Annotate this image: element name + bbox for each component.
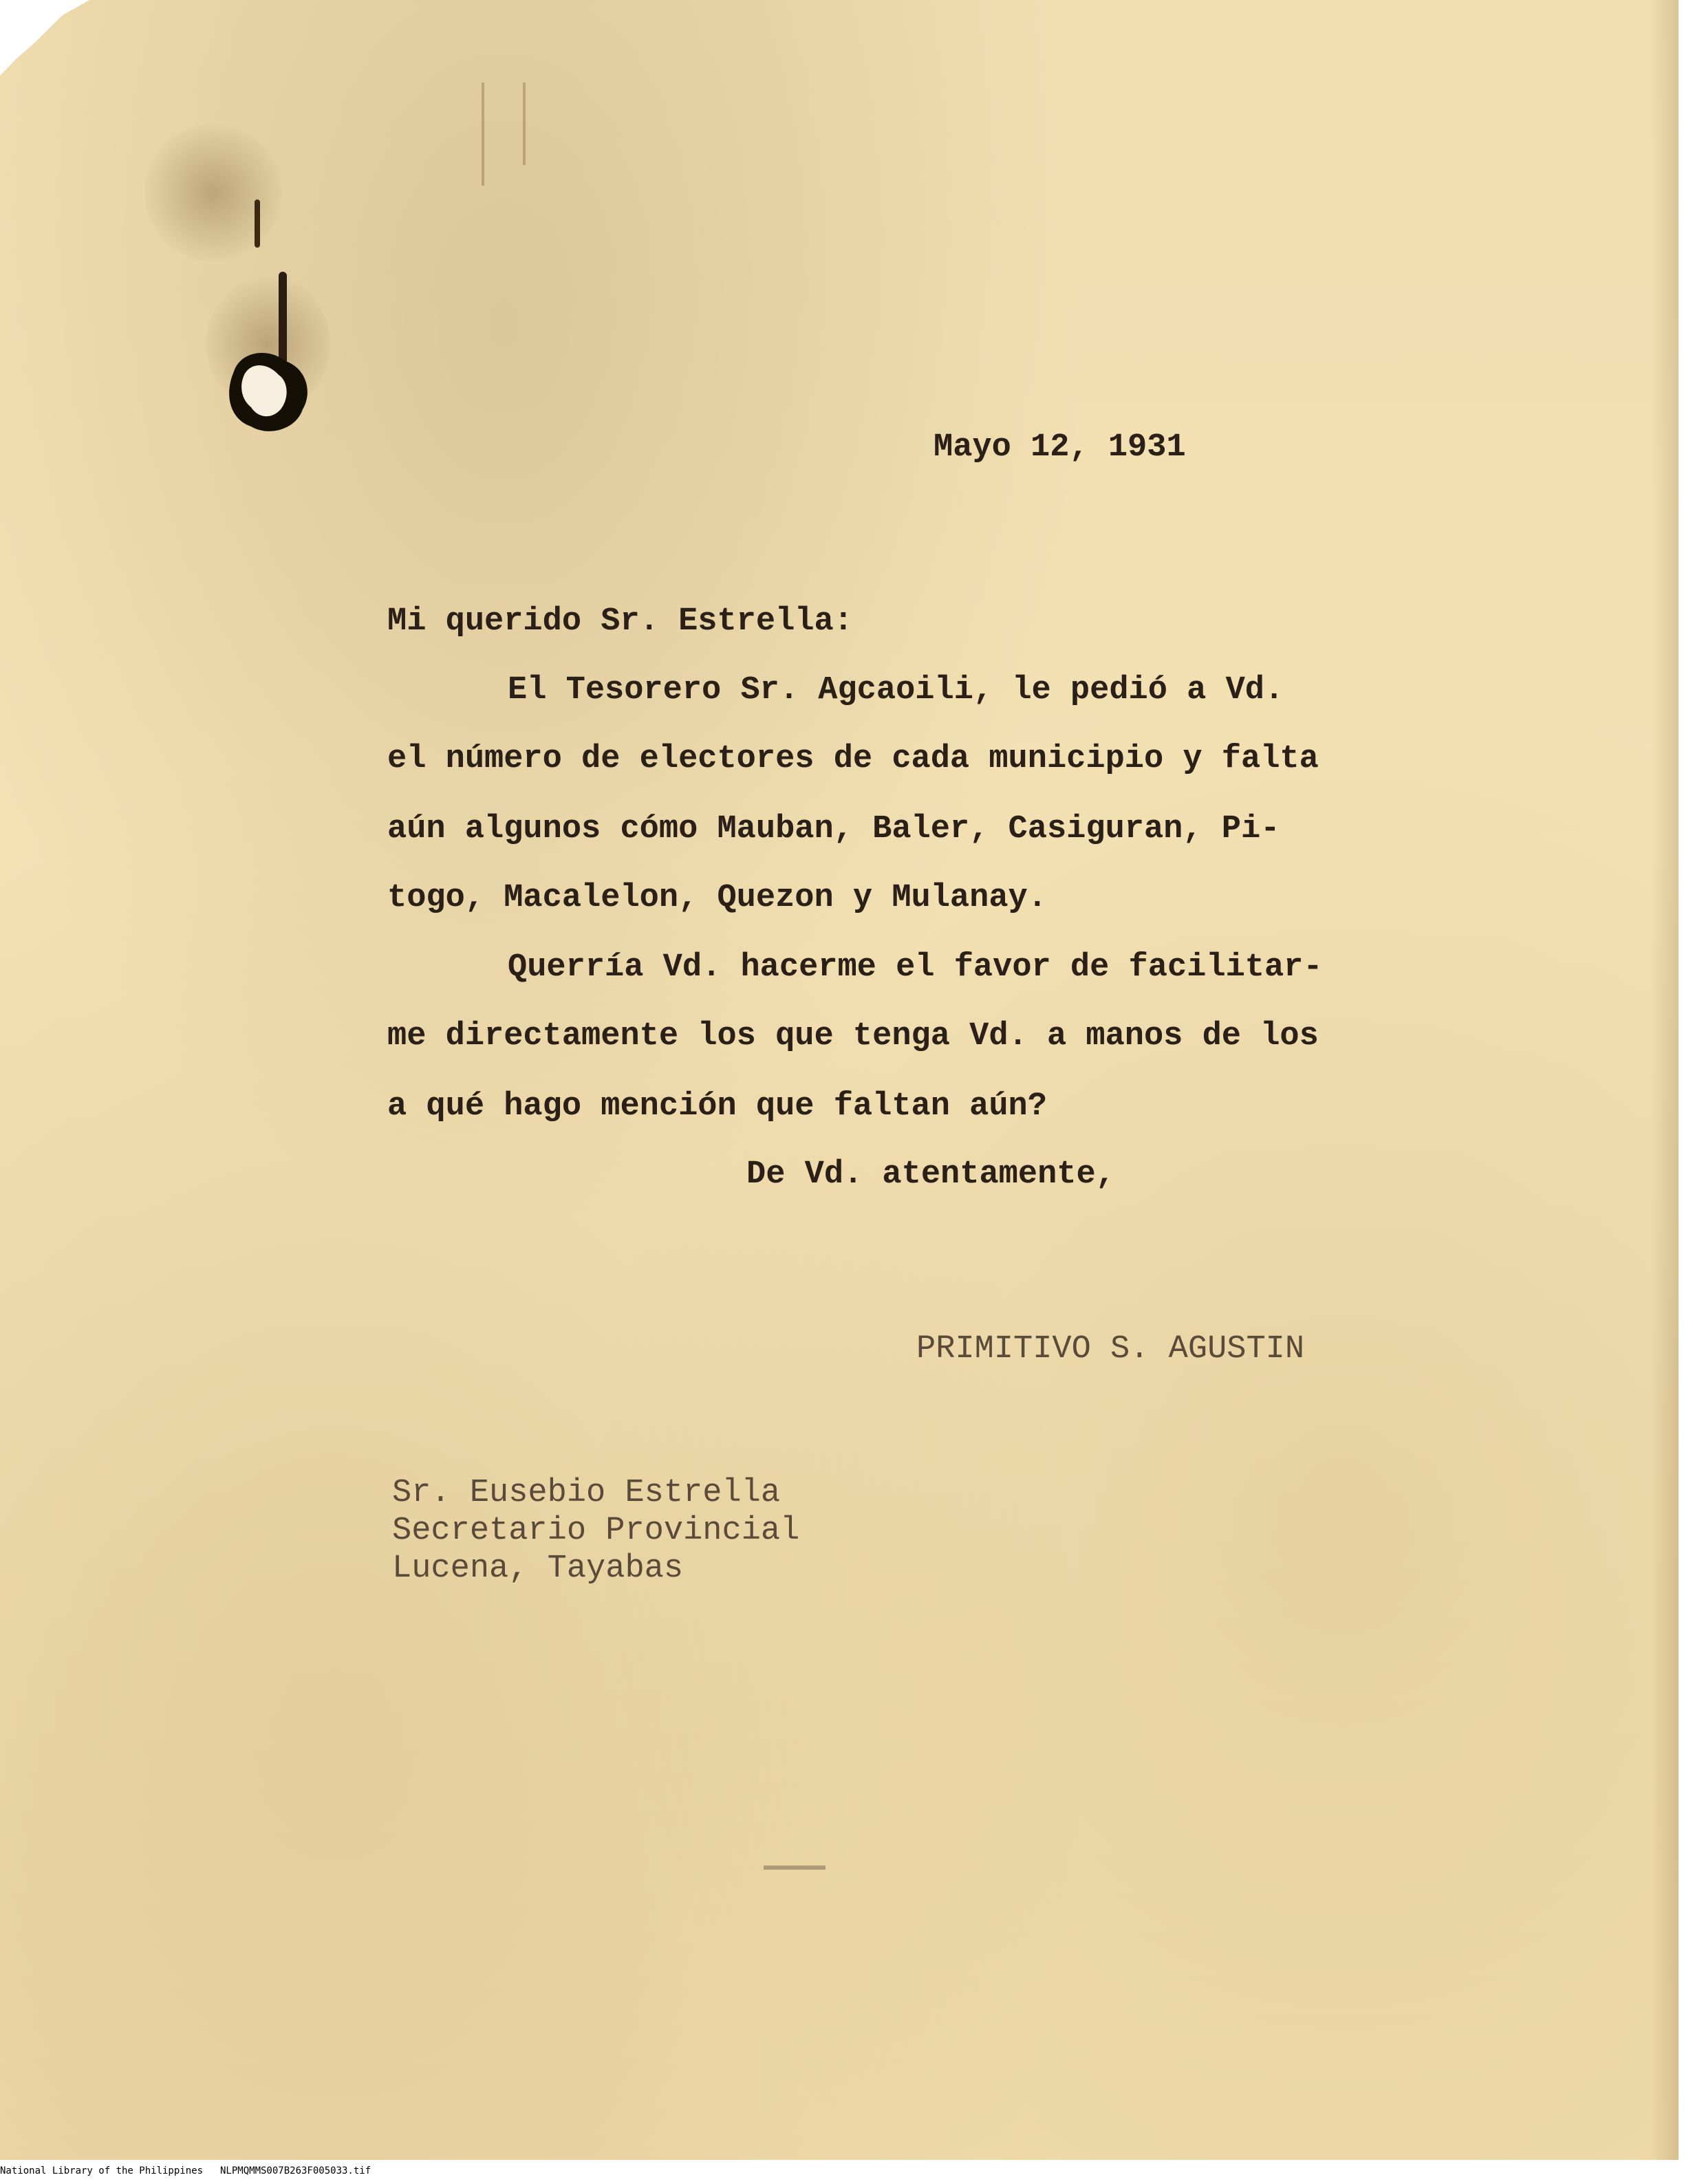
body-line: me directamente los que tenga Vd. a manos de los (387, 1018, 1319, 1055)
body-line: a qué hago mención que faltan aún? (387, 1088, 1047, 1125)
scratch-mark (482, 83, 484, 186)
body-line: El Tesorero Sr. Agcaoili, le pedió a Vd. (508, 672, 1284, 709)
body-line: aún algunos cómo Mauban, Baler, Casiguran, Pi- (387, 811, 1280, 847)
torn-corner (0, 0, 89, 76)
recipient-location: Lucena, Tayabas (392, 1550, 684, 1587)
recipient-name: Sr. Eusebio Estrella (392, 1475, 781, 1511)
paper-edge-shadow (1651, 0, 1679, 2160)
letter-salutation: Mi querido Sr. Estrella: (387, 603, 853, 640)
water-stain (144, 124, 282, 261)
signature-name: PRIMITIVO S. AGUSTIN (916, 1331, 1305, 1367)
scratch-mark (523, 83, 526, 165)
punch-hole-icon (220, 344, 316, 440)
body-line: togo, Macalelon, Quezon y Mulanay. (387, 880, 1047, 916)
letter-date: Mayo 12, 1931 (934, 429, 1186, 466)
body-line: Querría Vd. hacerme el favor de facilitar- (508, 949, 1323, 986)
ink-streak (255, 199, 260, 248)
archive-caption: National Library of the Philippines (0, 2165, 204, 2176)
faint-mark (764, 1866, 826, 1870)
letter-closing: De Vd. atentamente, (746, 1156, 1115, 1193)
recipient-title: Secretario Provincial (392, 1513, 800, 1549)
file-caption: NLPMQMMS007B263F005033.tif (220, 2165, 371, 2176)
body-line: el número de electores de cada municipio y falta (387, 741, 1319, 777)
